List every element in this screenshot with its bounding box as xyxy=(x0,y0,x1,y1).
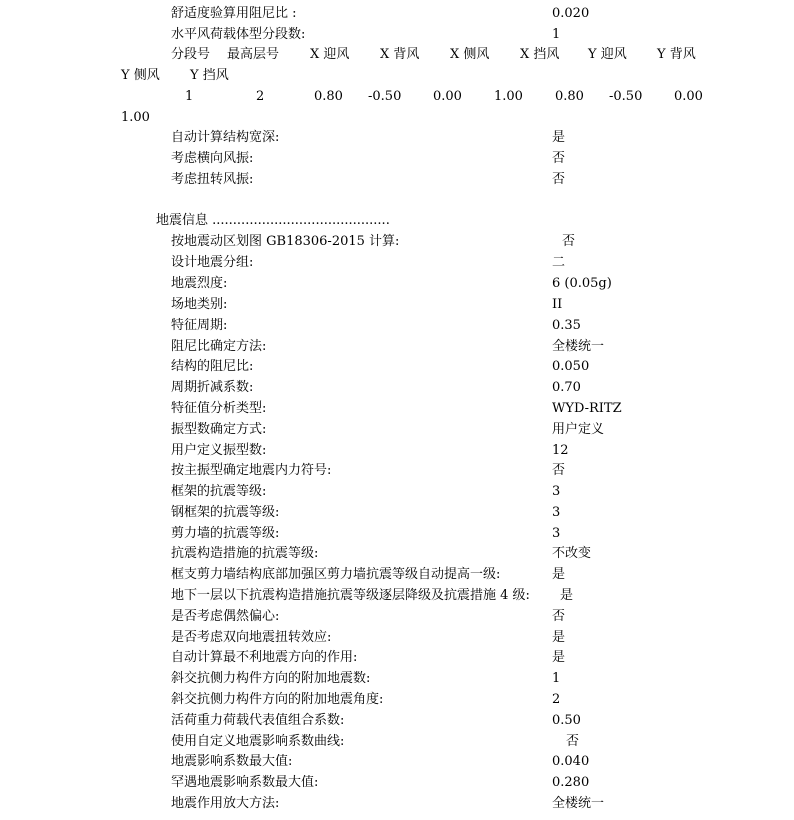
seismic-item-value: 用户定义 xyxy=(552,422,605,437)
wind-table-cell: 1 xyxy=(185,89,194,104)
seismic-item-value: 不改变 xyxy=(552,546,592,561)
seismic-item-label: 抗震构造措施的抗震等级: xyxy=(171,546,319,561)
seismic-item-value: II xyxy=(552,297,563,312)
seismic-item-label: 按地震动区划图 GB18306-2015 计算: xyxy=(171,234,400,249)
seismic-item-label: 地震影响系数最大值: xyxy=(171,754,293,769)
wind-table-header-cell: Y 挡风 xyxy=(190,68,229,83)
seismic-item-value: 3 xyxy=(552,484,561,499)
seismic-item-value: 0.040 xyxy=(552,754,590,769)
wind-table-cell: 0.80 xyxy=(314,89,343,104)
cross-wind-label: 考虑横向风振: xyxy=(171,151,254,166)
wind-table-header-cell: 最高层号 xyxy=(227,47,280,62)
seismic-item-label: 使用自定义地震影响系数曲线: xyxy=(171,734,345,749)
seismic-item-label: 活荷重力荷载代表值组合系数: xyxy=(171,713,345,728)
comfort-damping-value: 0.020 xyxy=(552,6,590,21)
wind-table-header-cell: Y 背风 xyxy=(657,47,696,62)
seismic-item-label: 是否考虑偶然偏心: xyxy=(171,609,280,624)
seismic-item-label: 框架的抗震等级: xyxy=(171,484,267,499)
wind-table-cell: 2 xyxy=(256,89,265,104)
wind-table-cell: 0.00 xyxy=(674,89,703,104)
seismic-item-value: 是 xyxy=(552,650,566,665)
seismic-item-label: 自动计算最不利地震方向的作用: xyxy=(171,650,358,665)
wind-table-header-cell: Y 迎风 xyxy=(588,47,627,62)
seismic-item-label: 设计地震分组: xyxy=(171,255,254,270)
seismic-item-label: 是否考虑双向地震扭转效应: xyxy=(171,630,332,645)
wind-table-cell: 0.80 xyxy=(555,89,584,104)
seismic-item-label: 结构的阻尼比: xyxy=(171,359,254,374)
seismic-item-label: 罕遇地震影响系数最大值: xyxy=(171,775,319,790)
seismic-item-label: 地震作用放大方法: xyxy=(171,796,280,811)
wind-table-header-cell: X 背风 xyxy=(380,47,420,62)
wind-table-header-cell: X 侧风 xyxy=(450,47,490,62)
seismic-item-value: 否 xyxy=(552,609,566,624)
seismic-item-label: 用户定义振型数: xyxy=(171,443,267,458)
seismic-item-value: 二 xyxy=(552,255,566,270)
seismic-item-label: 特征值分析类型: xyxy=(171,401,267,416)
cross-wind-value: 否 xyxy=(552,151,566,166)
comfort-damping-label: 舒适度验算用阻尼比 : xyxy=(171,6,297,21)
seismic-item-label: 按主振型确定地震内力符号: xyxy=(171,463,332,478)
seismic-item-value: 0.70 xyxy=(552,380,581,395)
seismic-item-label: 阻尼比确定方法: xyxy=(171,339,267,354)
seismic-item-label: 斜交抗侧力构件方向的附加地震角度: xyxy=(171,692,384,707)
torsion-wind-label: 考虑扭转风振: xyxy=(171,172,254,187)
seismic-item-value: 12 xyxy=(552,443,569,458)
seismic-item-value: 否 xyxy=(562,234,576,249)
seismic-item-value: 6 (0.05g) xyxy=(552,276,612,291)
wind-table-header-cell: X 挡风 xyxy=(520,47,560,62)
seismic-item-value: 全楼统一 xyxy=(552,339,605,354)
auto-width-label: 自动计算结构宽深: xyxy=(171,130,280,145)
seismic-item-value: 3 xyxy=(552,505,561,520)
seismic-item-label: 特征周期: xyxy=(171,318,228,333)
seismic-item-value: 否 xyxy=(552,463,566,478)
wind-table-header-cell: Y 侧风 xyxy=(121,68,160,83)
seismic-item-label: 斜交抗侧力构件方向的附加地震数: xyxy=(171,671,371,686)
wind-table-header-cell: X 迎风 xyxy=(310,47,350,62)
seismic-item-value: 全楼统一 xyxy=(552,796,605,811)
wind-table-cell: 0.00 xyxy=(433,89,462,104)
seismic-item-label: 地震烈度: xyxy=(171,276,228,291)
seismic-item-label: 剪力墙的抗震等级: xyxy=(171,526,280,541)
wind-table-cell: -0.50 xyxy=(368,89,402,104)
torsion-wind-value: 否 xyxy=(552,172,566,187)
wind-table-cell: -0.50 xyxy=(609,89,643,104)
seismic-item-label: 场地类别: xyxy=(171,297,228,312)
seismic-item-value: 是 xyxy=(552,630,566,645)
seismic-item-label: 地下一层以下抗震构造措施抗震等级逐层降级及抗震措施 4 级: xyxy=(171,588,530,603)
seismic-item-value: 否 xyxy=(566,734,580,749)
seismic-item-label: 周期折减系数: xyxy=(171,380,254,395)
wind-segments-value: 1 xyxy=(552,27,561,42)
seismic-section-title: 地震信息 ........................................... xyxy=(156,213,390,228)
wind-table-header-cell: 分段号 xyxy=(171,47,211,62)
seismic-item-value: 1 xyxy=(552,671,561,686)
seismic-item-value: 0.280 xyxy=(552,775,590,790)
seismic-item-value: 是 xyxy=(552,567,566,582)
seismic-item-value: 2 xyxy=(552,692,561,707)
seismic-item-label: 框支剪力墙结构底部加强区剪力墙抗震等级自动提高一级: xyxy=(171,567,501,582)
seismic-item-value: 0.35 xyxy=(552,318,581,333)
seismic-item-value: 3 xyxy=(552,526,561,541)
wind-segments-label: 水平风荷载体型分段数: xyxy=(171,27,306,42)
seismic-item-value: 0.050 xyxy=(552,359,590,374)
seismic-item-label: 振型数确定方式: xyxy=(171,422,267,437)
seismic-item-value: 0.50 xyxy=(552,713,581,728)
wind-table-cell: 1.00 xyxy=(121,110,150,125)
seismic-item-label: 钢框架的抗震等级: xyxy=(171,505,280,520)
auto-width-value: 是 xyxy=(552,130,566,145)
seismic-item-value: WYD-RITZ xyxy=(552,401,622,416)
wind-table-cell: 1.00 xyxy=(494,89,523,104)
seismic-item-value: 是 xyxy=(560,588,574,603)
